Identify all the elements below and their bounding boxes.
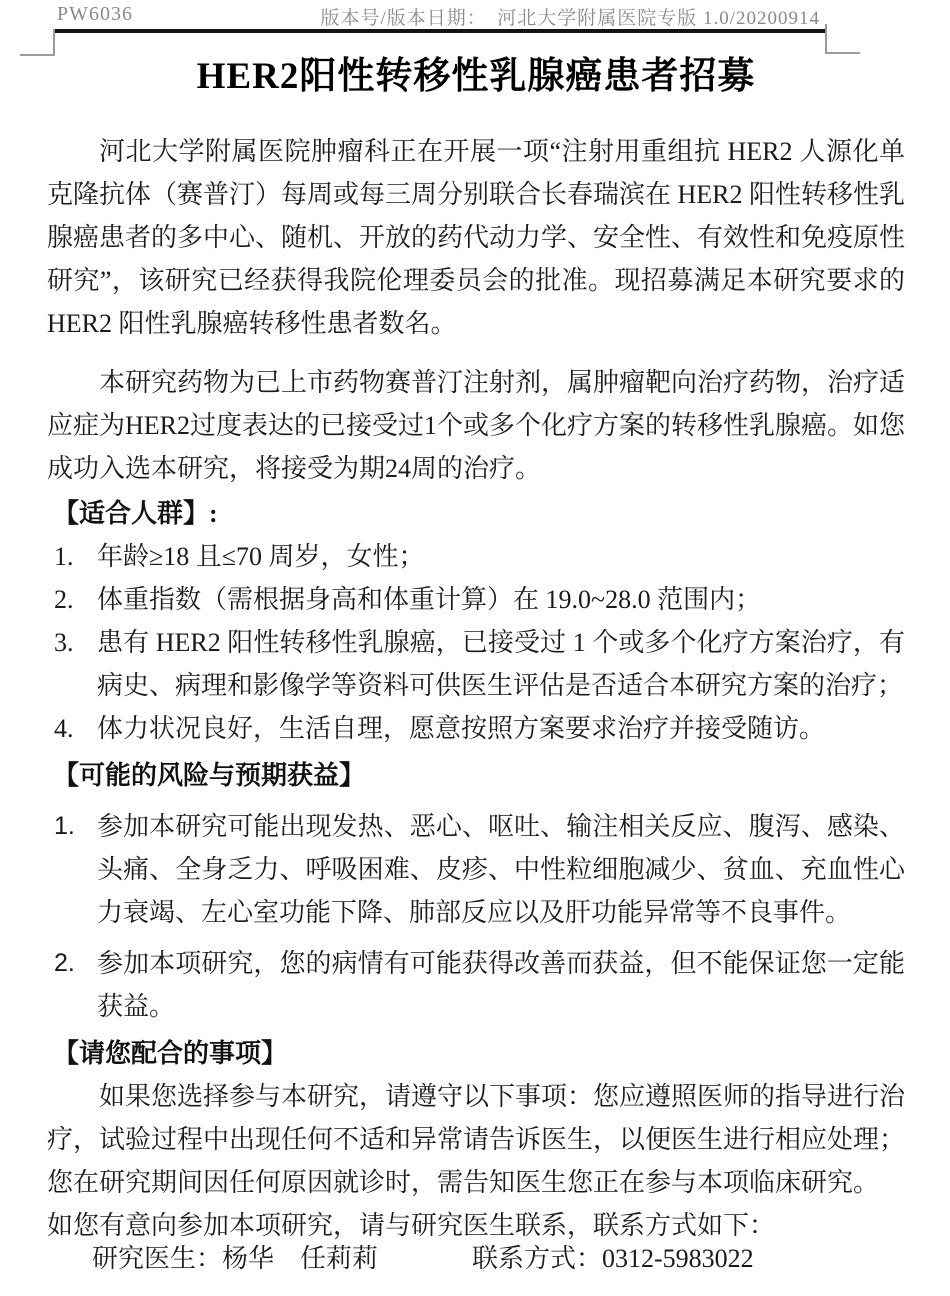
- contact-info: [472, 1238, 754, 1275]
- eligibility-item-4: [47, 707, 905, 750]
- contact-invitation-line: 如您有意向参加本项研究，请与研究医生联系，联系方式如下：: [47, 1211, 776, 1240]
- research-doctors: [92, 1238, 378, 1275]
- contact-phone: 0312-5983022: [602, 1244, 754, 1273]
- list-number: 3.: [54, 628, 74, 657]
- section-heading-cooperation: 【请您配合的事项】: [53, 1039, 288, 1068]
- section-heading-eligibility: 【适合人群】:: [53, 499, 218, 528]
- list-number: 2.: [54, 949, 75, 977]
- eligibility-item-3: [47, 621, 905, 707]
- list-item-text: 年龄≥18 且≤70 周岁，女性；: [97, 542, 425, 571]
- doc-code: PW6036: [57, 3, 133, 25]
- doctors-label: 研究医生：: [92, 1244, 223, 1273]
- page-title: HER2阳性转移性乳腺癌患者招募: [196, 56, 756, 97]
- intro-paragraph-1: 河北大学附属医院肿瘤科正在开展一项“注射用重组抗 HER2 人源化单克隆抗体（赛普汀）每周或每三周分别联合长春瑞滨在 HER2 阳性转移性乳腺癌患者的多中心、随机、开放的药代动力学、安全性、有效性和免疫原性研究”，该研究已经获得我院伦理委员会的批准。现招募满足本研究要求的 HER2 阳性乳腺癌转移性患者数名。: [47, 137, 906, 338]
- cooperation-paragraph: 如果您选择参与本研究，请遵守以下事项：您应遵照医师的指导进行治疗，试验过程中出现任何不适和异常请告诉医生，以便医生进行相应处理；您在研究期间因任何原因就诊时，需告知医生您正在参与本项临床研究。: [47, 1082, 906, 1197]
- intro-paragraph-2: 本研究药物为已上市药物赛普汀注射剂，属肿瘤靶向治疗药物，治疗适应症为HER2过度表达的已接受过1个或多个化疗方案的转移性乳腺癌。如您成功入选本研究，将接受为期24周的治疗。: [47, 368, 906, 483]
- document-body: [47, 0, 905, 1247]
- list-number: 4.: [54, 714, 74, 743]
- version-info: 版本号/版本日期： 河北大学附属医院专版 1.0/20200914: [320, 8, 820, 29]
- list-number: 1.: [54, 812, 75, 840]
- eligibility-item-2: [47, 578, 905, 621]
- contact-label: 联系方式：: [472, 1244, 603, 1273]
- list-item-text: 参加本项研究，您的病情有可能获得改善而获益，但不能保证您一定能获益。: [97, 949, 905, 1021]
- risk-item-1: [47, 805, 905, 934]
- list-item-text: 参加本研究可能出现发热、恶心、呕吐、输注相关反应、腹泻、感染、头痛、全身乏力、呼吸困难、皮疹、中性粒细胞减少、贫血、充血性心力衰竭、左心室功能下降、肺部反应以及肝功能异常等不良事件。: [97, 812, 905, 927]
- doctors-names: 杨华 任莉莉: [222, 1244, 379, 1273]
- list-item-text: 体力状况良好，生活自理，愿意按照方案要求治疗并接受随访。: [97, 714, 826, 743]
- section-heading-risks-benefits: 【可能的风险与预期获益】: [53, 761, 366, 790]
- list-item-text: 体重指数（需根据身高和体重计算）在 19.0~28.0 范围内；: [97, 585, 762, 614]
- risk-item-2: [47, 942, 905, 1028]
- eligibility-item-1: [47, 535, 905, 578]
- list-number: 1.: [54, 542, 74, 571]
- list-item-text: 患有 HER2 阳性转移性乳腺癌，已接受过 1 个或多个化疗方案治疗，有病史、病理和影像学等资料可供医生评估是否适合本研究方案的治疗；: [97, 628, 905, 700]
- list-number: 2.: [54, 585, 74, 614]
